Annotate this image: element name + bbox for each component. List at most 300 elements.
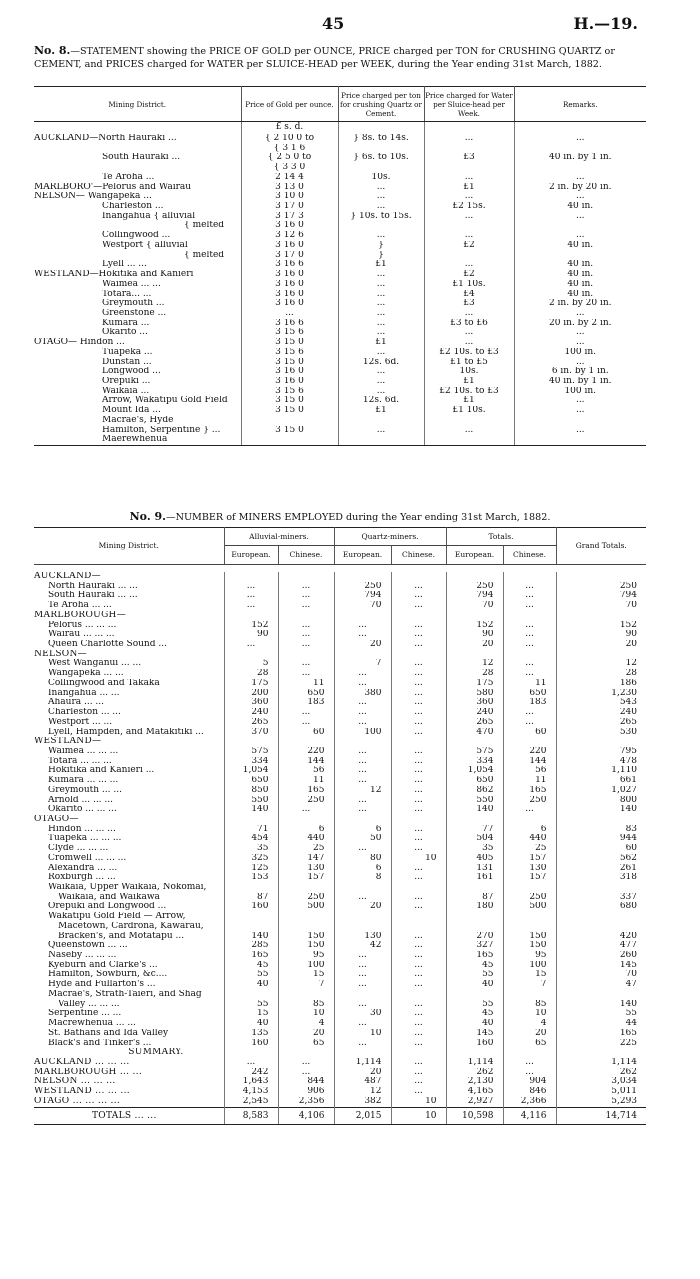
table-cell: 7 — [278, 980, 334, 990]
table-cell: ... — [334, 698, 391, 708]
table-cell — [224, 611, 278, 621]
table-cell: 250 — [619, 581, 638, 591]
table-cell — [224, 922, 278, 932]
table-cell: ... — [391, 679, 446, 689]
table-row — [34, 815, 646, 825]
table-cell: 56 — [278, 766, 334, 776]
table-row — [34, 153, 646, 163]
table-cell: 90 — [625, 630, 638, 640]
table-cell: ... — [503, 630, 556, 640]
table-cell: Arrow, Wakatipu Gold Field — [34, 396, 241, 406]
table-cell — [391, 650, 446, 660]
table-cell: ... — [503, 640, 556, 650]
table-cell: ... — [503, 591, 556, 601]
table-cell: 2,356 — [278, 1097, 334, 1107]
summary-row — [34, 1097, 646, 1107]
table-cell: 3 10 0 — [241, 192, 338, 202]
table-cell: } 6s. to 10s. — [338, 153, 424, 163]
table-cell: 2,130 — [446, 1077, 503, 1087]
table-cell: 262 — [446, 1068, 503, 1078]
table-cell — [278, 572, 334, 582]
table-cell: 35 — [446, 844, 503, 854]
table-cell: 3 15 0 — [241, 426, 338, 436]
table-cell: Black's and Tinker's ... — [34, 1039, 224, 1049]
table-cell — [224, 737, 278, 747]
table-row — [34, 650, 646, 660]
table-cell: 220 — [278, 747, 334, 757]
table-cell: 1,114 — [334, 1058, 391, 1068]
table-cell: 55 — [446, 970, 503, 980]
table-row — [34, 309, 646, 319]
table-cell: 85 — [278, 1000, 334, 1010]
table-cell: 12s. 6d. — [338, 358, 424, 368]
table-cell: Serpentine ... ... — [34, 1009, 224, 1019]
table-cell: } — [338, 241, 424, 251]
table-row — [34, 435, 646, 445]
table-cell: ... — [391, 1068, 446, 1078]
table-cell: 140 — [224, 805, 278, 815]
table-cell — [503, 572, 556, 582]
table-cell — [503, 922, 556, 932]
table-cell — [334, 922, 391, 932]
table-row — [34, 786, 646, 796]
table-cell — [334, 815, 391, 825]
table-cell: 862 — [446, 786, 503, 796]
table-cell — [391, 912, 446, 922]
table-cell: Queenstown ... ... — [34, 941, 224, 951]
table-cell: MARLBOROUGH— — [34, 611, 224, 621]
table-cell: North Hauraki ... ... — [34, 582, 224, 592]
table-cell: Greenstone ... — [34, 309, 241, 319]
table-cell: 575 — [224, 747, 278, 757]
table-cell: 562 — [619, 853, 638, 863]
table-cell: 183 — [278, 698, 334, 708]
table-cell: 454 — [224, 834, 278, 844]
table-cell: 240 — [619, 708, 638, 718]
table-cell: 47 — [625, 980, 638, 990]
table-cell: ... — [334, 718, 391, 728]
table-cell: { 3 1 6 — [241, 144, 338, 154]
table-cell — [334, 990, 391, 1000]
table-cell: ... — [391, 1019, 446, 1029]
column-header: Price charged for Water per Sluice-head per Week. — [424, 87, 514, 122]
table-cell: 3 15 0 — [241, 338, 338, 348]
table-row — [34, 299, 646, 309]
table-cell — [514, 416, 646, 426]
table-cell: 225 — [619, 1038, 638, 1048]
table-cell: ... — [575, 396, 585, 406]
table-cell: 130 — [334, 932, 391, 942]
table-cell: 56 — [503, 766, 556, 776]
table-cell — [424, 122, 514, 135]
table-cell: 250 — [278, 796, 334, 806]
table-cell: 318 — [619, 873, 638, 883]
table-cell — [278, 990, 334, 1000]
table-cell — [446, 572, 503, 582]
table-cell: 45 — [446, 961, 503, 971]
table-cell: ... — [575, 172, 585, 182]
table-row — [34, 757, 646, 767]
table-cell: 140 — [619, 999, 638, 1009]
table-row — [34, 251, 646, 261]
table-cell: ... — [338, 280, 424, 290]
table-cell — [224, 990, 278, 1000]
table-cell: 242 — [224, 1068, 278, 1078]
table-cell — [446, 922, 503, 932]
table-cell: 3 16 0 — [241, 280, 338, 290]
table-cell: ... — [334, 893, 391, 903]
table-cell: ... — [334, 1019, 391, 1029]
table-row — [34, 348, 646, 358]
table-9-label: No. 9. — [129, 510, 166, 523]
table-cell: ... — [424, 328, 514, 338]
table-cell: 175 — [224, 679, 278, 689]
table-cell: 440 — [503, 834, 556, 844]
table-cell: Waikaia, and Waikawa — [34, 893, 224, 903]
table-row — [34, 426, 646, 436]
table-cell: 87 — [224, 893, 278, 903]
table-cell: 262 — [619, 1067, 638, 1077]
table-cell — [338, 435, 424, 445]
table-row — [34, 630, 646, 640]
table-cell: 800 — [619, 795, 638, 805]
table-cell: 42 — [334, 941, 391, 951]
table-cell: Naseby ... ... ... — [34, 951, 224, 961]
column-header: European. — [334, 546, 391, 565]
table-cell: ... — [391, 1009, 446, 1019]
table-cell: 28 — [446, 669, 503, 679]
table-cell: Alexandra ... ... — [34, 864, 224, 874]
table-cell: AUCKLAND ... ... ... — [34, 1058, 224, 1068]
table-cell: 405 — [446, 854, 503, 864]
table-cell: 157 — [503, 854, 556, 864]
table-cell: 140 — [619, 805, 638, 815]
table-cell: ... — [224, 582, 278, 592]
table-cell: ... — [334, 796, 391, 806]
table-cell — [424, 144, 514, 154]
table-cell: ... — [503, 621, 556, 631]
table-cell: 3 16 0 — [241, 367, 338, 377]
table-row — [34, 367, 646, 377]
table-cell: 6 — [334, 864, 391, 874]
table-cell — [503, 912, 556, 922]
column-header: Remarks. — [514, 87, 646, 122]
table-cell: 100 — [503, 961, 556, 971]
table-cell: ... — [278, 805, 334, 815]
table-cell: MARLBOROUGH ... ... — [34, 1068, 224, 1078]
table-row — [34, 328, 646, 338]
table-cell: { 3 3 0 — [241, 163, 338, 173]
table-cell: Dunstan ... — [34, 358, 241, 368]
table-cell: ... — [424, 260, 514, 270]
table-cell: ... — [575, 231, 585, 241]
table-cell — [391, 815, 446, 825]
table-cell: } — [338, 251, 424, 261]
table-cell: 580 — [446, 689, 503, 699]
column-header: Chinese. — [278, 546, 334, 565]
table-cell: 250 — [503, 796, 556, 806]
table-cell: Cromwell ... ... ... — [34, 854, 224, 864]
table-row — [34, 873, 646, 883]
table-cell: ... — [278, 591, 334, 601]
table-cell: AUCKLAND— — [34, 572, 224, 582]
table-cell: 382 — [334, 1097, 391, 1107]
table-cell: 165 — [446, 951, 503, 961]
table-cell: 65 — [503, 1039, 556, 1049]
table-cell: ... — [391, 747, 446, 757]
table-cell: 250 — [446, 582, 503, 592]
table-cell: Kyeburn and Clarke's ... — [34, 961, 224, 971]
table-cell: 470 — [446, 728, 503, 738]
table-cell — [34, 122, 241, 135]
summary-row — [34, 1068, 646, 1078]
table-cell: ... — [391, 601, 446, 611]
table-cell: 20 — [446, 640, 503, 650]
table-cell: Wangapeka ... ... — [34, 669, 224, 679]
table-cell: 680 — [619, 902, 638, 912]
table-cell: 80 — [334, 854, 391, 864]
table-cell: ... — [391, 718, 446, 728]
table-cell — [338, 416, 424, 426]
table-cell: 40 in. — [567, 260, 594, 270]
table-cell: 153 — [224, 873, 278, 883]
column-group-header: Alluvial-miners. — [224, 528, 334, 546]
table-cell: Waimea ... ... — [34, 280, 241, 290]
table-cell: 15 — [224, 1009, 278, 1019]
table-cell: ... — [391, 776, 446, 786]
column-header: Price of Gold per ounce. — [241, 87, 338, 122]
table-cell: ... — [334, 708, 391, 718]
table-cell — [503, 650, 556, 660]
table-cell: Hamilton, Sowburn, &c.... — [34, 970, 224, 980]
table-cell: ... — [424, 173, 514, 183]
table-cell: ... — [278, 1068, 334, 1078]
table-row — [34, 970, 646, 980]
table-9-title — [34, 510, 646, 523]
table-cell: 160 — [224, 902, 278, 912]
table-row — [34, 601, 646, 611]
table-cell: 3 12 6 — [241, 231, 338, 241]
table-cell — [224, 1048, 278, 1058]
table-cell: ... — [503, 1068, 556, 1078]
table-cell: ... — [278, 659, 334, 669]
table-row — [34, 659, 646, 669]
table-cell: 40 — [446, 980, 503, 990]
table-cell: 20 — [278, 1029, 334, 1039]
table-row — [34, 679, 646, 689]
table-cell — [503, 611, 556, 621]
table-cell: 60 — [278, 728, 334, 738]
table-row — [34, 796, 646, 806]
table-cell: 380 — [334, 689, 391, 699]
table-cell: 161 — [446, 873, 503, 883]
table-cell: 7 — [503, 980, 556, 990]
table-cell: 157 — [278, 873, 334, 883]
table-cell: Hokitika and Kanieri ... — [34, 766, 224, 776]
table-cell: ... — [334, 747, 391, 757]
table-cell: 1,643 — [224, 1077, 278, 1087]
table-cell: 260 — [619, 951, 638, 961]
table-cell: ... — [391, 630, 446, 640]
table-cell: 3 16 0 — [241, 377, 338, 387]
table-cell: St. Bathans and Ida Valley — [34, 1029, 224, 1039]
table-cell: 10 — [391, 854, 446, 864]
table-cell: 65 — [278, 1039, 334, 1049]
table-cell: Greymouth ... ... — [34, 786, 224, 796]
table-cell: } 10s. to 15s. — [338, 212, 424, 222]
table-cell — [391, 572, 446, 582]
table-cell: 10 — [503, 1009, 556, 1019]
table-cell: 180 — [446, 902, 503, 912]
table-cell: 3 16 0 — [241, 299, 338, 309]
table-cell — [278, 883, 334, 893]
table-cell: 6 — [503, 825, 556, 835]
spacer-row — [34, 565, 646, 573]
table-cell: ... — [503, 708, 556, 718]
table-row — [34, 737, 646, 747]
table-cell: } 8s. to 14s. — [338, 134, 424, 144]
table-cell: Te Aroha ... ... — [34, 601, 224, 611]
table-cell: Pelorus ... ... ... — [34, 621, 224, 631]
table-row — [34, 640, 646, 650]
table-cell: 360 — [224, 698, 278, 708]
table-cell: 3 15 0 — [241, 358, 338, 368]
table-row — [34, 669, 646, 679]
column-header: Price charged per ton for crushing Quartz or Cement. — [338, 87, 424, 122]
table-cell: ... — [575, 192, 585, 202]
table-cell — [334, 1048, 391, 1058]
table-row — [34, 163, 646, 173]
table-cell: 152 — [619, 620, 638, 630]
table-cell: South Hauraki ... — [34, 153, 241, 163]
table-cell: £1 — [338, 260, 424, 270]
table-cell: ... — [278, 601, 334, 611]
table-cell: 1,114 — [446, 1058, 503, 1068]
table-cell: 10 — [278, 1009, 334, 1019]
table-cell: ... — [338, 202, 424, 212]
table-cell: 90 — [446, 630, 503, 640]
table-cell: 28 — [625, 669, 638, 679]
table-cell: 40 in. — [567, 240, 594, 250]
column-header: European. — [224, 546, 278, 565]
table-row — [34, 718, 646, 728]
table-cell: 334 — [224, 757, 278, 767]
table-cell: ... — [391, 796, 446, 806]
column-header: Chinese. — [503, 546, 556, 565]
table-cell: 85 — [503, 1000, 556, 1010]
table-cell: ... — [391, 786, 446, 796]
table-cell: 60 — [625, 844, 638, 854]
table-cell: 83 — [625, 824, 638, 834]
table-cell: Arnold ... ... ... — [34, 796, 224, 806]
table-cell: 3 17 0 — [241, 251, 338, 261]
table-cell: 794 — [446, 591, 503, 601]
table-cell: Macetown, Cardrona, Kawarau, — [34, 922, 224, 932]
table-cell: Kumara ... — [34, 319, 241, 329]
table-cell: ... — [391, 689, 446, 699]
table-cell — [446, 815, 503, 825]
table-cell: ... — [424, 212, 514, 222]
table-cell: 504 — [446, 834, 503, 844]
table-cell: ... — [391, 932, 446, 942]
table-cell — [446, 737, 503, 747]
table-cell: 5,011 — [611, 1087, 638, 1097]
table-cell — [391, 737, 446, 747]
table-cell — [556, 990, 646, 1000]
table-cell — [334, 611, 391, 621]
summary-label: SUMMARY. — [34, 1048, 224, 1058]
table-cell: 794 — [619, 591, 638, 601]
table-cell: Orepuki and Longwood ... — [34, 902, 224, 912]
table-cell: 145 — [446, 1029, 503, 1039]
table-cell — [514, 122, 646, 135]
table-row — [34, 270, 646, 280]
table-cell — [503, 815, 556, 825]
table-cell — [334, 912, 391, 922]
table-row — [34, 912, 646, 922]
table-cell: Queen Charlotte Sound ... — [34, 640, 224, 650]
table-cell — [334, 572, 391, 582]
table-cell: 327 — [446, 941, 503, 951]
table-cell: 420 — [619, 931, 638, 941]
table-cell — [514, 221, 646, 231]
table-cell: 3 16 0 — [241, 221, 338, 231]
table-cell — [224, 815, 278, 825]
table-cell: 25 — [503, 844, 556, 854]
table-cell: 3 16 0 — [241, 290, 338, 300]
table-cell: ... — [391, 1000, 446, 1010]
table-cell: 3 15 6 — [241, 387, 338, 397]
table-cell: ... — [278, 582, 334, 592]
table-cell: 12 — [334, 786, 391, 796]
table-cell: Valley ... ... ... — [34, 1000, 224, 1010]
table-cell: 152 — [446, 621, 503, 631]
table-cell: 60 — [503, 728, 556, 738]
table-cell — [334, 737, 391, 747]
table-cell: Longwood ... — [34, 367, 241, 377]
table-cell — [446, 883, 503, 893]
table-cell: 50 — [334, 834, 391, 844]
table-cell — [446, 1048, 503, 1058]
table-cell: ... — [391, 591, 446, 601]
table-row — [34, 241, 646, 251]
table-row — [34, 951, 646, 961]
table-cell: ... — [338, 290, 424, 300]
table-cell: ... — [575, 308, 585, 318]
table-cell: 12s. 6d. — [338, 396, 424, 406]
table-cell: 40 — [224, 1019, 278, 1029]
table-cell: £3 — [424, 153, 514, 163]
table-cell: 77 — [446, 825, 503, 835]
table-cell — [556, 883, 646, 893]
miners-employed-table — [34, 527, 646, 1125]
table-cell: £ s. d. — [241, 122, 338, 135]
column-group-header: Quartz-miners. — [334, 528, 446, 546]
table-cell: ... — [278, 630, 334, 640]
table-cell: ... — [338, 192, 424, 202]
table-cell: 150 — [503, 932, 556, 942]
table-cell: 35 — [224, 844, 278, 854]
table-cell: 3 15 0 — [241, 396, 338, 406]
table-cell: ... — [503, 582, 556, 592]
table-cell: 2,927 — [446, 1097, 503, 1107]
table-cell: ... — [391, 1058, 446, 1068]
table-cell: 650 — [224, 776, 278, 786]
table-cell — [503, 883, 556, 893]
table-cell — [224, 572, 278, 582]
table-cell — [34, 163, 241, 173]
totals-cell: 4,106 — [278, 1107, 334, 1124]
